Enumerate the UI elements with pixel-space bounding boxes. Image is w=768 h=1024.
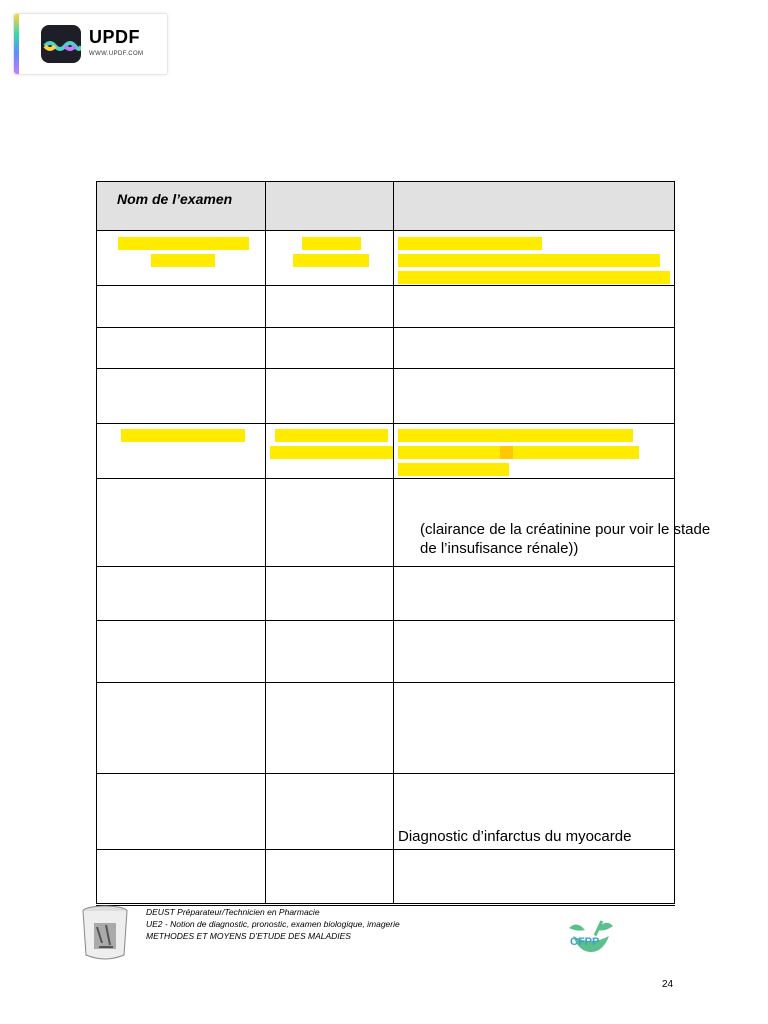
highlight-mark [275, 429, 388, 442]
highlight-mark [500, 446, 513, 459]
logo-color-stripe [14, 14, 19, 74]
row-divider [97, 566, 674, 567]
highlight-mark [293, 254, 369, 267]
page-number: 24 [662, 979, 674, 990]
highlight-mark [398, 254, 660, 267]
cfpp-label: CFPP [570, 936, 600, 948]
highlight-mark [398, 463, 509, 476]
note-clairance-line2: de l’insufisance rénale)) [420, 540, 579, 557]
column-divider [393, 182, 394, 903]
highlight-mark [398, 446, 639, 459]
footer-line-1: DEUST Préparateur/Technicien en Pharmacie [146, 907, 320, 917]
highlight-mark [398, 429, 633, 442]
row-divider [97, 230, 674, 231]
footer-line-2: UE2 - Notion de diagnostic, pronostic, examen biologique, imagerie [146, 919, 400, 929]
updf-logo-icon [41, 25, 81, 63]
highlight-mark [121, 429, 245, 442]
exam-table [96, 181, 675, 904]
row-divider [97, 849, 674, 850]
row-divider [97, 682, 674, 683]
highlight-mark [151, 254, 215, 267]
cfpp-logo [563, 916, 619, 960]
note-infarctus: Diagnostic d’infarctus du myocarde [398, 828, 632, 845]
note-clairance-line1: (clairance de la créatinine pour voir le stade [420, 521, 711, 538]
row-divider [97, 773, 674, 774]
row-divider [97, 285, 674, 286]
column-divider [265, 182, 266, 903]
row-divider [97, 478, 674, 479]
row-divider [97, 327, 674, 328]
logo-name: UPDF [89, 27, 140, 47]
footer-line-3: METHODES ET MOYENS D’ETUDE DES MALADIES [146, 931, 351, 941]
logo-url: WWW.UPDF.COM [89, 51, 144, 57]
row-divider [97, 368, 674, 369]
highlight-mark [270, 446, 393, 459]
highlight-mark [302, 237, 361, 250]
highlight-mark [118, 237, 249, 250]
mortar-logo-icon [80, 903, 130, 963]
row-divider [97, 423, 674, 424]
highlight-mark [398, 237, 542, 250]
updf-watermark [13, 13, 168, 75]
footer-text [146, 906, 400, 942]
header-nom-examen: Nom de l’examen [117, 191, 233, 207]
highlight-mark [398, 271, 670, 284]
row-divider [97, 620, 674, 621]
